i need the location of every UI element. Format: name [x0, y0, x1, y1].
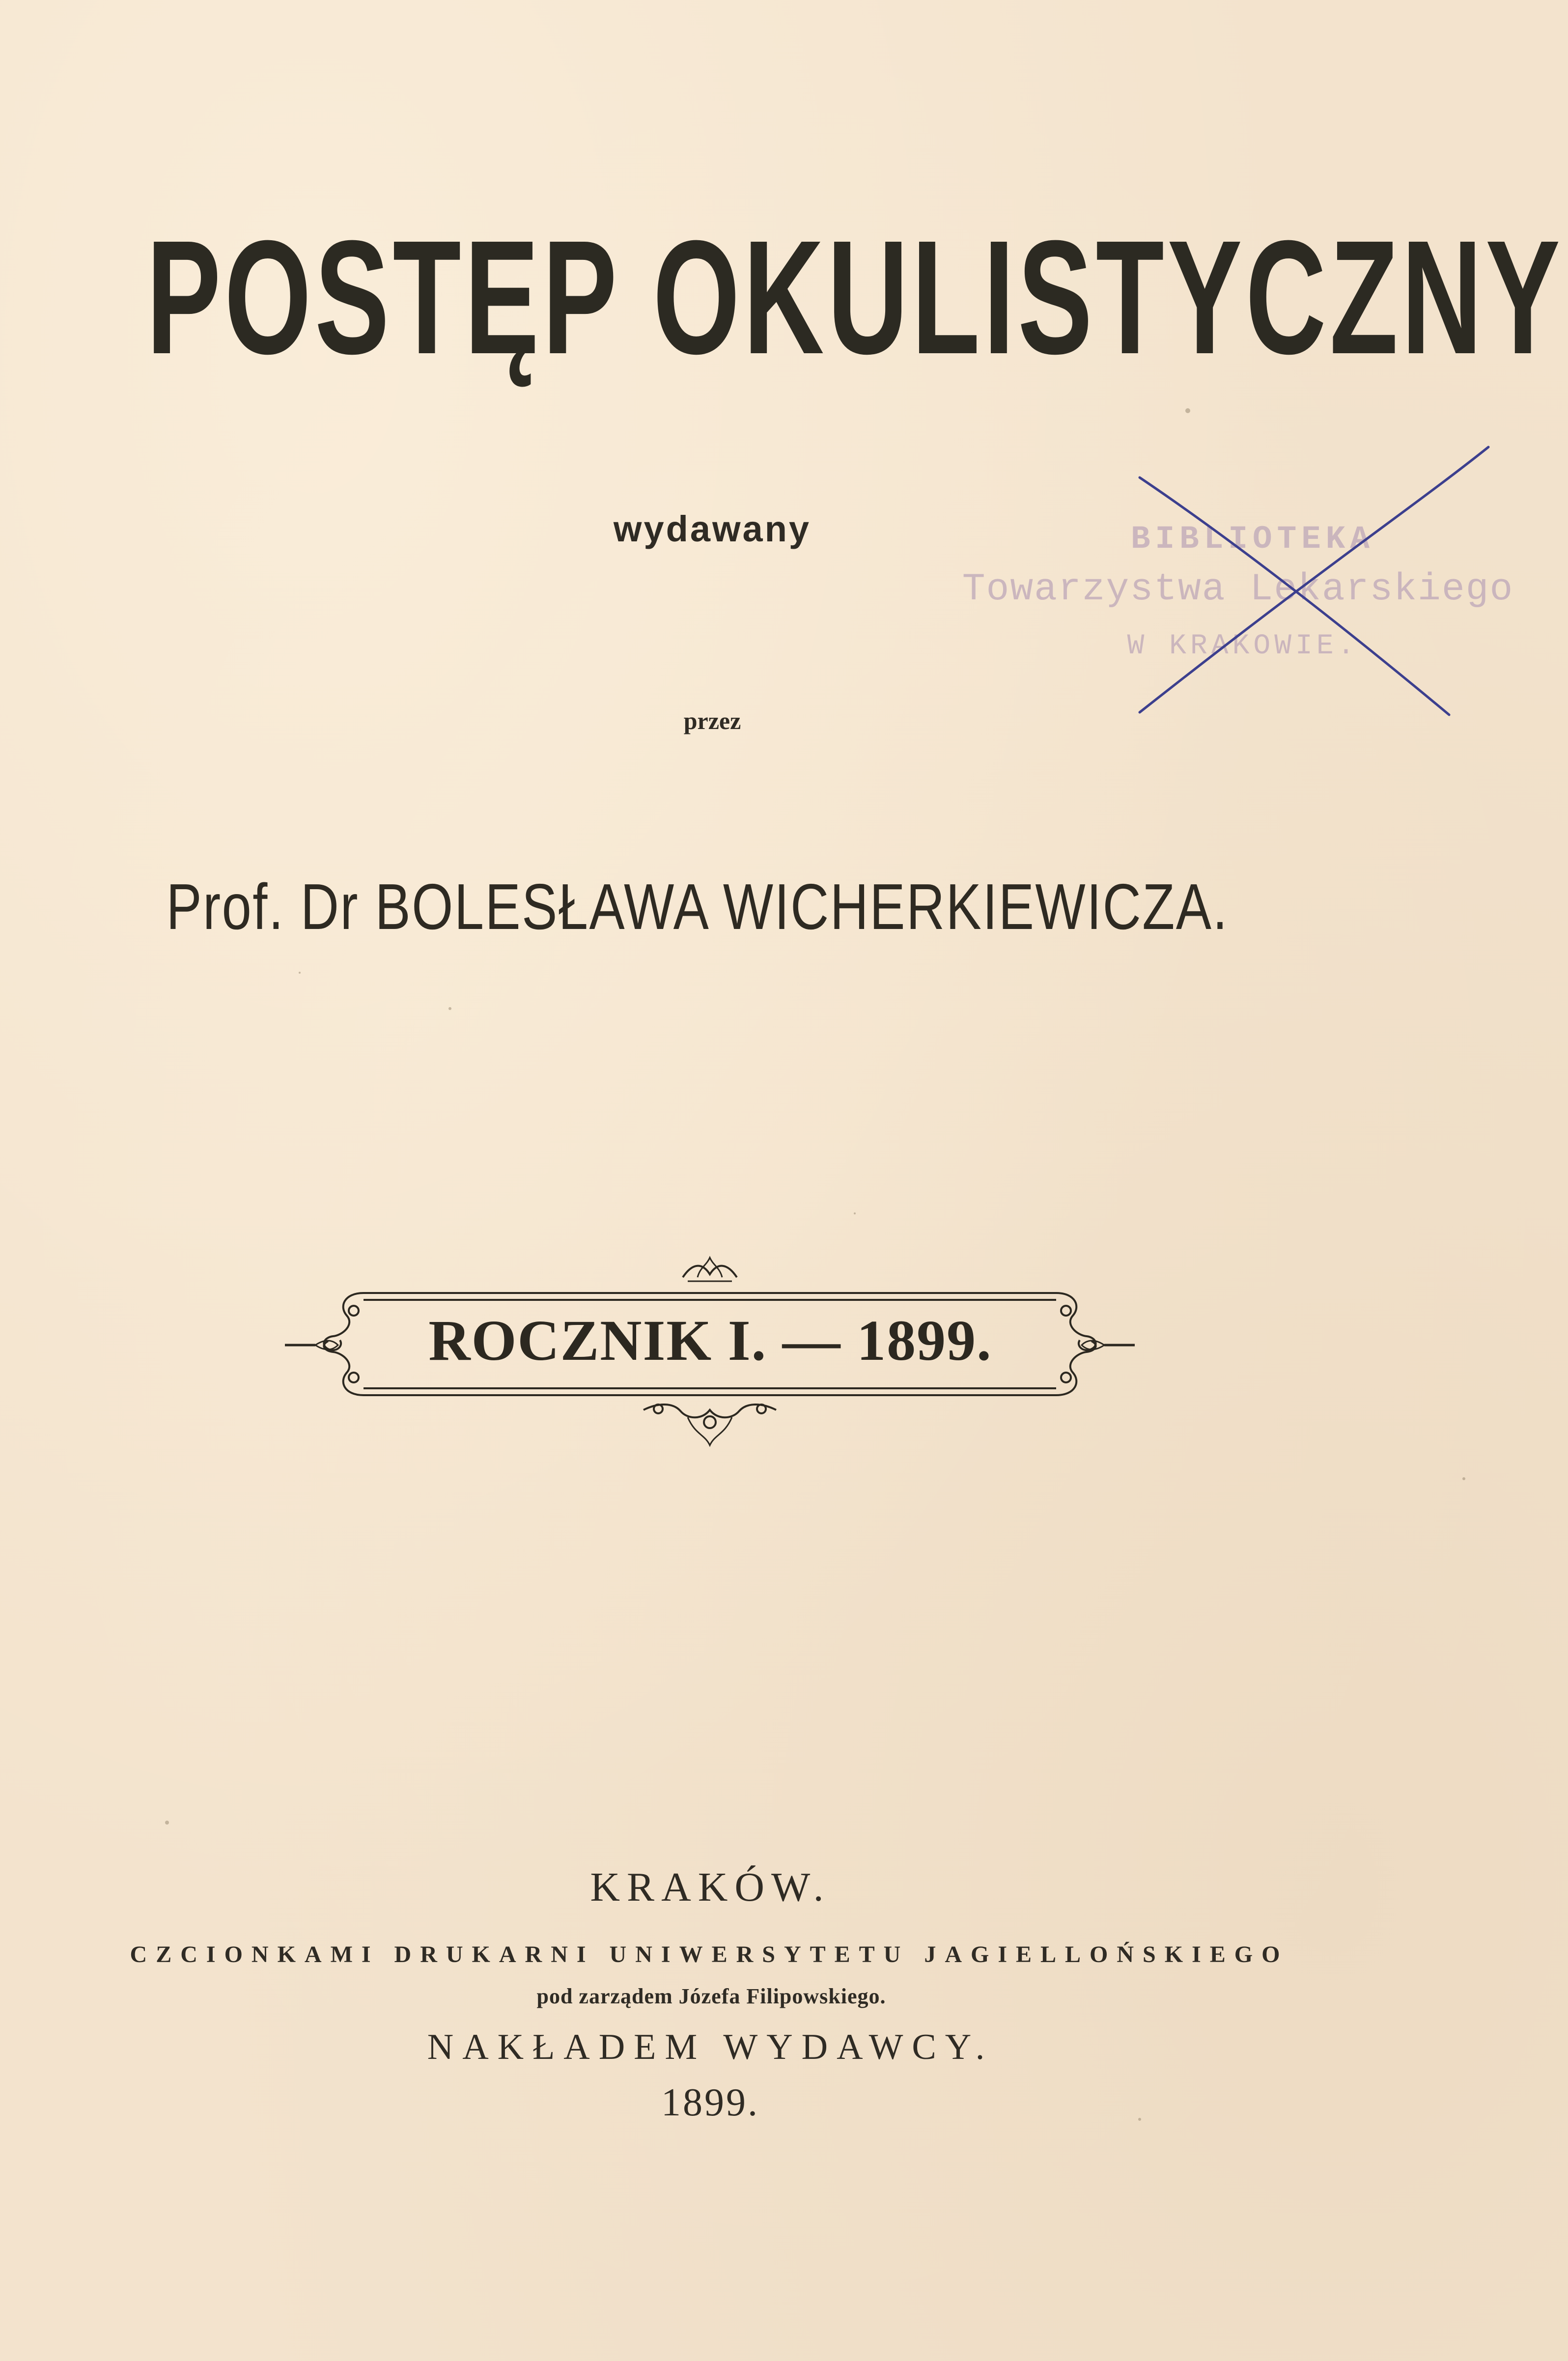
editor-name: Prof. Dr BOLESŁAWA WICHERKIEWICZA. — [166, 871, 1229, 943]
imprint-management: pod zarządem Józefa Filipowskiego. — [536, 1984, 886, 2008]
imprint-city: KRAKÓW. — [590, 1864, 831, 1910]
imprint-year: 1899. — [661, 2081, 759, 2124]
stamp-line-society: Towarzystwa Lekarskiego — [962, 568, 1514, 611]
stamp-line-city: W KRAKOWIE. — [1127, 630, 1359, 662]
stamp-line-library: BIBLIOTEKA — [1130, 521, 1375, 558]
imprint-printer: CZCIONKAMI DRUKARNI UNIWERSYTETU JAGIELLOŃSKIEGO — [130, 1941, 1289, 1968]
imprint-publisher: NAKŁADEM WYDAWCY. — [427, 2027, 994, 2067]
journal-title: POSTĘP OKULISTYCZNY — [146, 206, 1564, 388]
publisher-label: wydawany — [613, 508, 812, 549]
by-label: przez — [683, 707, 741, 734]
library-stamp — [924, 437, 1542, 732]
volume-label: ROCZNIK I. — 1899. — [428, 1308, 992, 1373]
